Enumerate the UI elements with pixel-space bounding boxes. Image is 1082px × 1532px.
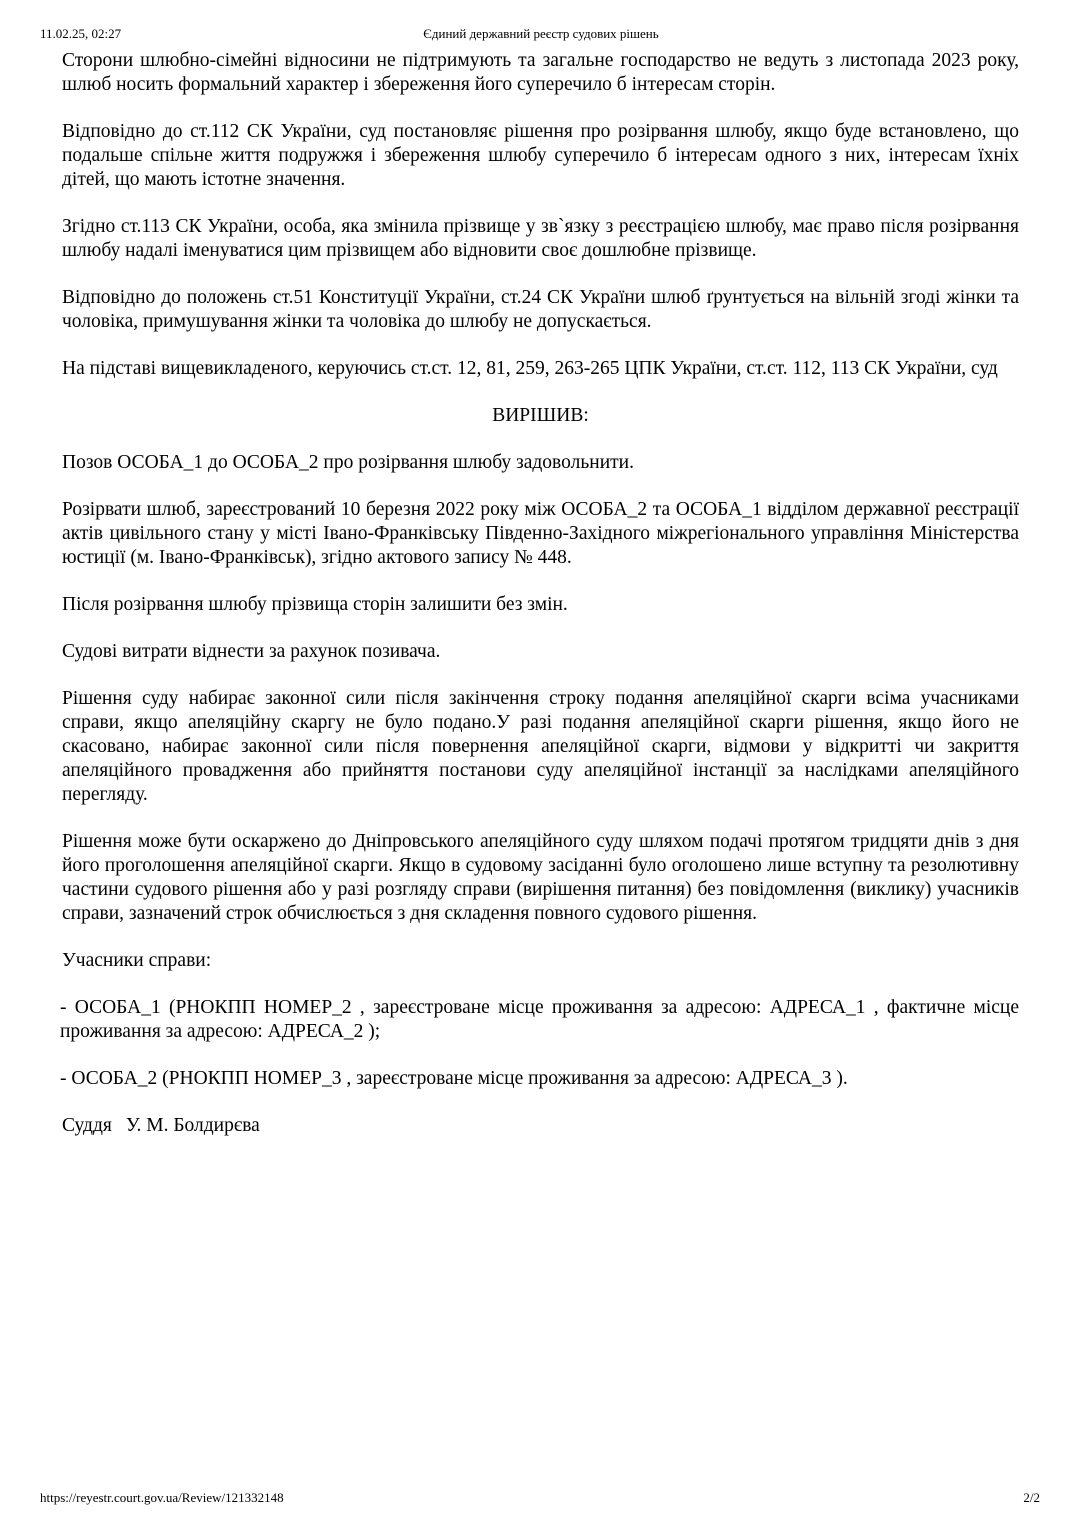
judge-name: У. М. Болдирєва xyxy=(125,1115,260,1136)
participants-heading: Учасники справи: xyxy=(62,950,212,971)
decision-appeal: Рішення може бути оскаржено до Дніпровського апеляційного суду шляхом подачі протягом тридцяти днів з дня його проголошення апеляційної скарги. Якщо в судовому засіданні було оголошено лише вступну та резолютивну частини судового рішення або у разі розгляду справи (вирішення питання) без повідомлення (виклику) учасників справи, зазначений строк обчислюється з дня складення повного судового рішення. xyxy=(62,831,1019,924)
decision-claim-granted: Позов ОСОБА_1 до ОСОБА_2 про розірвання шлюбу задовольнити. xyxy=(62,452,634,473)
paragraph-article-112: Відповідно до ст.112 СК України, суд постановляє рішення про розірвання шлюбу, якщо буде встановлено, що подальше спільне життя подружжя і збереження шлюбу суперечило б інтересам одного з них, інтересам їхніх дітей, що мають істотне значення. xyxy=(62,121,1019,190)
document-body xyxy=(62,49,1019,1161)
decision-dissolve-marriage: Розірвати шлюб, зареєстрований 10 березня 2022 року між ОСОБА_2 та ОСОБА_1 відділом державної реєстрації актів цивільного стану у місті Івано-Франківську Південно-Західного міжрегіонального управління Міністерства юстиції (м. Івано-Франківськ), згідно актового запису № 448. xyxy=(62,499,1019,568)
judge-signature xyxy=(62,1114,1019,1138)
print-page-number: 2/2 xyxy=(1023,1490,1040,1505)
judge-role: Суддя xyxy=(62,1115,112,1136)
participant-item: - ОСОБА_2 (РНОКПП НОМЕР_3 , зареєстроване місце проживання за адресою: АДРЕСА_3 ). xyxy=(60,1068,848,1089)
print-page-title: Єдиний державний реєстр судових рішень xyxy=(423,26,659,41)
paragraph-legal-basis: На підставі вищевикладеного, керуючись ст.ст. 12, 81, 259, 263-265 ЦПК України, ст.ст. 112, 113 СК України, суд xyxy=(62,358,998,379)
decision-surnames: Після розірвання шлюбу прізвища сторін залишити без змін. xyxy=(62,594,568,615)
print-datetime: 11.02.25, 02:27 xyxy=(40,26,122,41)
participant-item: - ОСОБА_1 (РНОКПП НОМЕР_2 , зареєстроване місце проживання за адресою: АДРЕСА_1 , фактичне місце проживання за адресою: АДРЕСА_2 ); xyxy=(60,997,1019,1042)
print-source-url: https://reyestr.court.gov.ua/Review/121332148 xyxy=(40,1490,284,1505)
paragraph-constitution: Відповідно до положень ст.51 Конституції України, ст.24 СК України шлюб ґрунтується на вільній згоді жінки та чоловіка, примушування жінки та чоловіка до шлюбу не допускається. xyxy=(62,287,1019,332)
decision-court-costs: Судові витрати віднести за рахунок позивача. xyxy=(62,641,441,662)
decision-heading: ВИРІШИВ: xyxy=(492,405,589,426)
paragraph-article-113: Згідно ст.113 СК України, особа, яка змінила прізвище у зв`язку з реєстрацією шлюбу, має право після розірвання шлюбу надалі іменуватися цим прізвищем або відновити своє дошлюбне прізвище. xyxy=(62,216,1019,261)
paragraph-relations: Сторони шлюбно-сімейні відносини не підтримують та загальне господарство не ведуть з листопада 2023 року, шлюб носить формальний характер і збереження його суперечило б інтересам сторін. xyxy=(62,50,1019,95)
decision-legal-force: Рішення суду набирає законної сили після закінчення строку подання апеляційної скарги всіма учасниками справи, якщо апеляційну скаргу не було подано.У разі подання апеляційної скарги рішення, якщо його не скасовано, набирає законної сили після повернення апеляційної скарги, відмови у відкритті чи закриття апеляційного провадження або прийняття постанови суду апеляційної інстанції за наслідками апеляційного перегляду. xyxy=(62,688,1019,805)
